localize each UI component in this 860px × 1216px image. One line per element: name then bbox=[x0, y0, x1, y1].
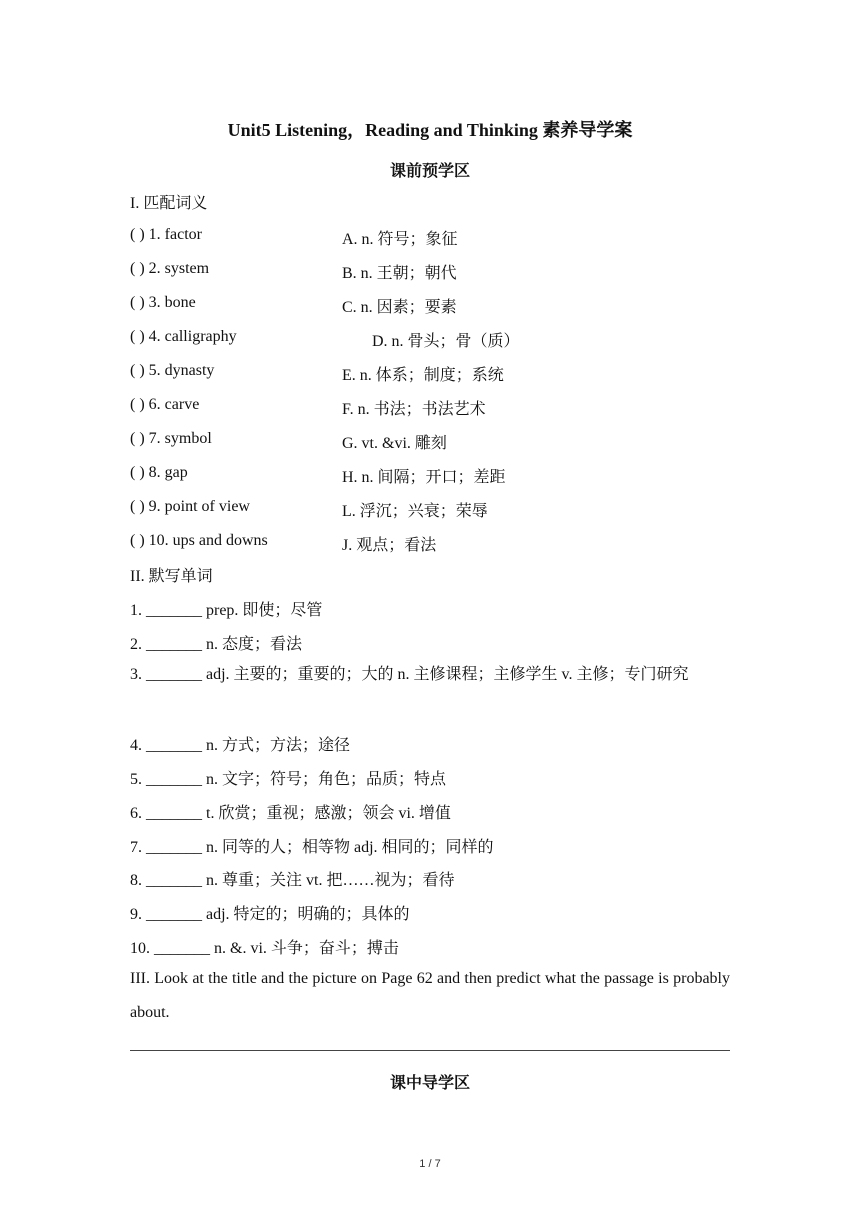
match-item-1-definition: A. n. 符号；象征 bbox=[342, 231, 458, 248]
match-item-8-word: ( ) 8. gap bbox=[130, 464, 188, 481]
page-number: 1 / 7 bbox=[419, 1158, 441, 1170]
fill-item-1: 1. _______ prep. 即使；尽管 bbox=[130, 602, 323, 619]
match-item-5-word: ( ) 5. dynasty bbox=[130, 362, 215, 379]
match-item-10-word: ( ) 10. ups and downs bbox=[130, 532, 268, 549]
match-item-9-word: ( ) 9. point of view bbox=[130, 498, 250, 515]
answer-line[interactable] bbox=[130, 1050, 730, 1051]
document-title: Unit5 Listening，Reading and Thinking 素养导学案 bbox=[227, 120, 633, 140]
match-item-8-definition: H. n. 间隔；开口；差距 bbox=[342, 469, 506, 486]
match-item-1-word: ( ) 1. factor bbox=[130, 226, 202, 243]
match-item-7-definition: G. vt. &vi. 雕刻 bbox=[342, 435, 447, 452]
match-item-5-definition: E. n. 体系；制度；系统 bbox=[342, 367, 504, 384]
part1-heading: I. 匹配词义 bbox=[130, 195, 208, 212]
part2-heading: II. 默写单词 bbox=[130, 568, 213, 585]
fill-item-3: 3. _______ adj. 主要的；重要的；大的 n. 主修课程；主修学生 v. 主修；专门研究 bbox=[130, 666, 689, 683]
fill-item-4: 4. _______ n. 方式；方法；途径 bbox=[130, 737, 351, 754]
section-heading-in-class: 课中导学区 bbox=[389, 1075, 470, 1092]
match-item-3-word: ( ) 3. bone bbox=[130, 294, 196, 311]
match-item-10-definition: J. 观点；看法 bbox=[342, 537, 437, 554]
part3-prompt: III. Look at the title and the picture on Page 62 and then predict what the passage is probably about. bbox=[130, 970, 730, 1021]
fill-item-7: 7. _______ n. 同等的人；相等物 adj. 相同的；同样的 bbox=[130, 839, 494, 856]
fill-item-2: 2. _______ n. 态度；看法 bbox=[130, 636, 303, 653]
fill-item-8: 8. _______ n. 尊重；关注 vt. 把……视为；看待 bbox=[130, 872, 455, 889]
fill-item-10: 10. _______ n. &. vi. 斗争；奋斗；搏击 bbox=[130, 940, 399, 957]
fill-item-6: 6. _______ t. 欣赏；重视；感激；领会 vi. 增值 bbox=[130, 805, 451, 822]
fill-item-9: 9. _______ adj. 特定的；明确的；具体的 bbox=[130, 906, 410, 923]
fill-item-5: 5. _______ n. 文字；符号；角色；品质；特点 bbox=[130, 771, 447, 788]
match-item-2-word: ( ) 2. system bbox=[130, 260, 210, 277]
match-item-3-definition: C. n. 因素；要素 bbox=[342, 299, 457, 316]
match-item-6-word: ( ) 6. carve bbox=[130, 396, 200, 413]
match-item-2-definition: B. n. 王朝；朝代 bbox=[342, 265, 457, 282]
match-item-4-word: ( ) 4. calligraphy bbox=[130, 328, 237, 345]
match-item-6-definition: F. n. 书法；书法艺术 bbox=[342, 401, 486, 418]
match-item-9-definition: L. 浮沉；兴衰；荣辱 bbox=[342, 503, 488, 520]
match-item-4-definition: D. n. 骨头；骨（质） bbox=[372, 333, 520, 350]
match-item-7-word: ( ) 7. symbol bbox=[130, 430, 212, 447]
section-heading-pre-class: 课前预学区 bbox=[389, 163, 470, 180]
